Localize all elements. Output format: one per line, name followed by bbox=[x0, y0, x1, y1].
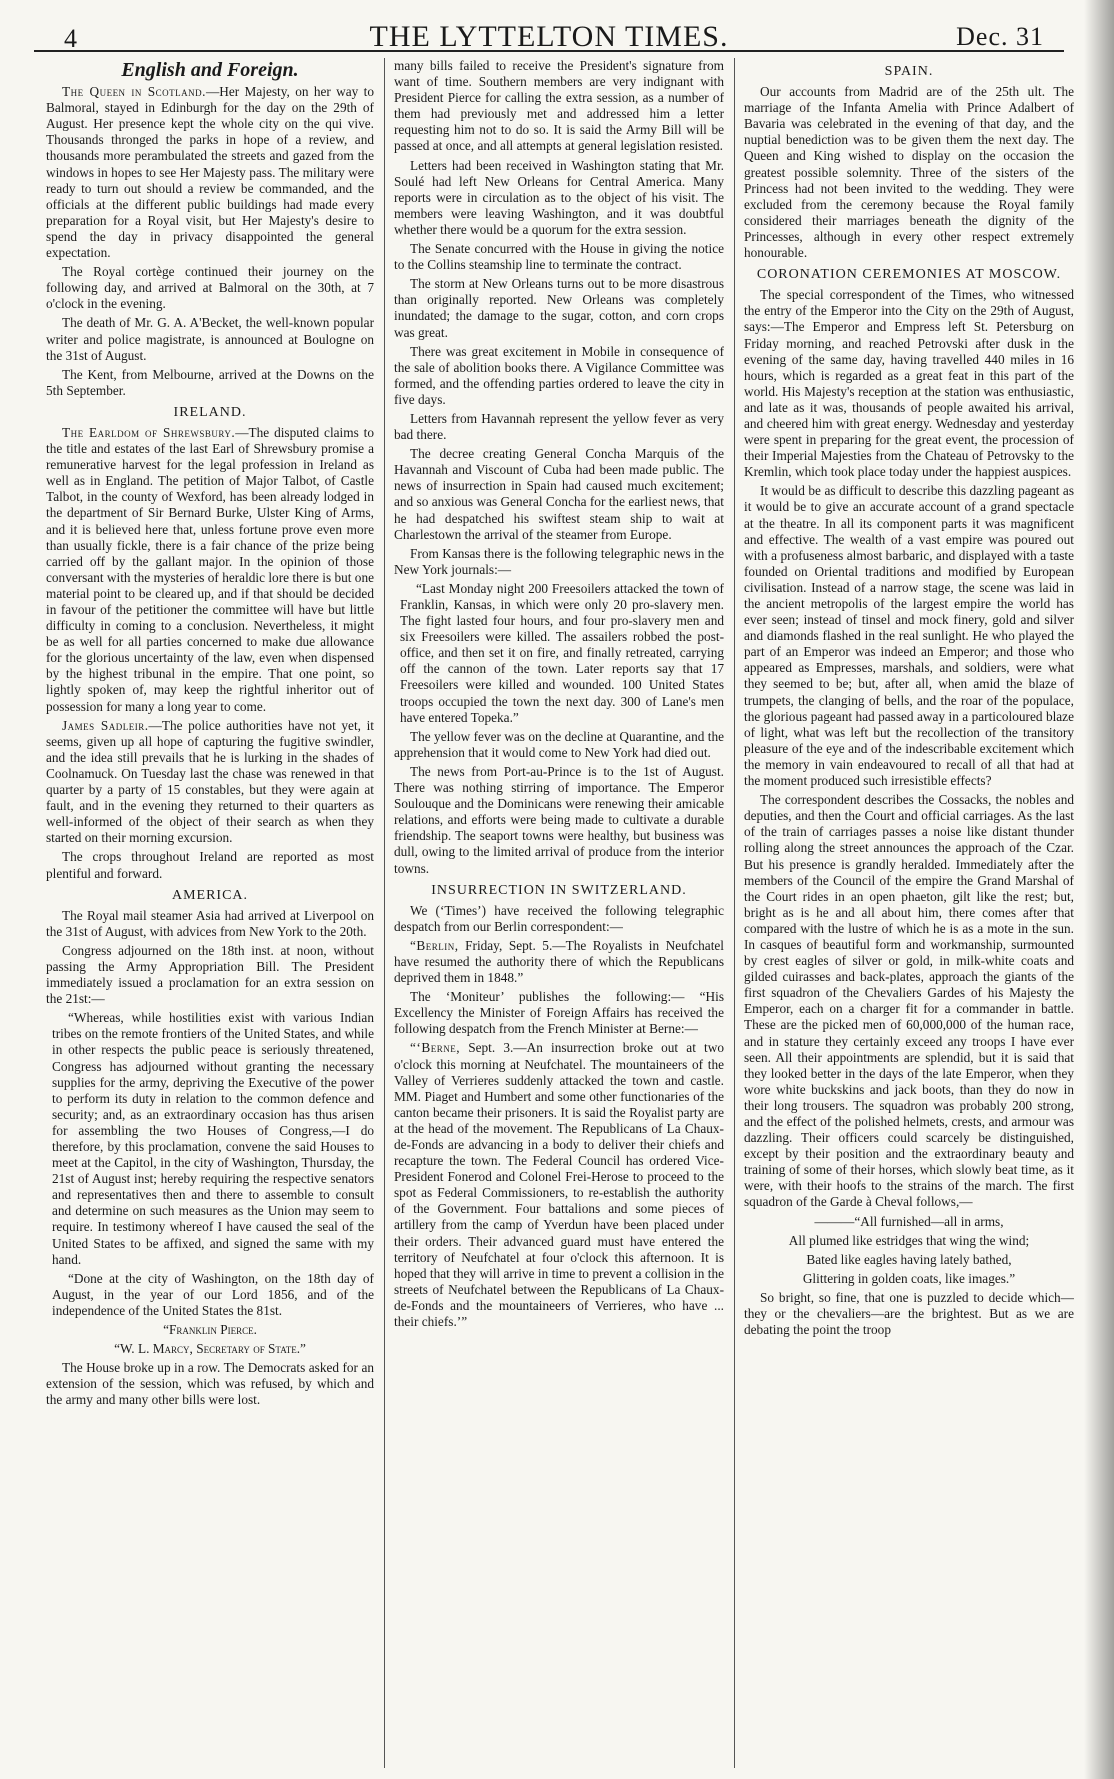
section-heading-spain: SPAIN. bbox=[884, 64, 934, 79]
article-paragraph: “Berlin, Friday, Sept. 5.—The Royalists in Neufchatel have resumed the authority there of which the Republicans deprived them in 1848.” bbox=[394, 937, 724, 986]
article-paragraph: Letters had been received in Washington stating that Mr. Soulé had left New Orleans for Central America. Many reports were in circulation as to the object of his visit. The members were leaving Washington, and it was doubtful whether there would be a quorum for the extra session. bbox=[394, 157, 724, 237]
article-paragraph: James Sadleir.—The police authorities have not yet, it seems, given up all hope of capturing the fugitive swindler, and the idea still prevails that he is lurking in the shades of Coolnamuck. On Tuesday last the chase was renewed in that quarter by a party of 15 constables, but they were again at fault, and in the evening they returned to their quarters as well-informed of the object of their search as when they started on their morning excursion. bbox=[46, 717, 374, 846]
article-paragraph: There was great excitement in Mobile in consequence of the sale of abolition books there. A Vigilance Committee was formed, and the offending parties ordered to leave the city in five days. bbox=[394, 343, 724, 407]
verse-line: Glittering in golden coats, like images.” bbox=[802, 1270, 1016, 1286]
article-paragraph: The Queen in Scotland.—Her Majesty, on her way to Balmoral, stayed in Edinburgh for the day on the 29th of August. Her presence kept the whole city on the qui vive. Thousands thronged the parks in hope of a review, and thousands more perambulated the streets and gazed from the windows in hopes to see Her Majesty pass. The military were ready to turn out should a review be commanded, and the officials at the different public buildings had made every preparation for a Royal visit, but Her Majesty's desire to spend the day in privacy disappointed the general expectation. bbox=[46, 84, 374, 261]
article-paragraph: The Royal mail steamer Asia had arrived at Liverpool on the 31st of August, with advices from New York to the 20th. bbox=[46, 907, 374, 939]
proclamation-quote: “Whereas, while hostilities exist with various Indian tribes on the remote frontiers of the United States, and while in other respects the public peace is seriously threatened, Congress has adjourned without granting the necessary supplies for the army, depriving the Executive of the power to perform its duty in relation to the common defence and security; and, as an extraordinary occasion has thus arisen for assembling the two Houses of Congress,—I do therefore, by this proclamation, convene the said Houses to meet at the Capitol, in the city of Washington, Thursday, the 21st of August inst; hereby requiring the respective senators and representatives then and there to assemble to consult and determine on such measures as the Union may seem to require. In testimony whereof I have caused the seal of the United States to be affixed, and signed the same with my hand. bbox=[52, 1010, 374, 1267]
article-paragraph: The yellow fever was on the decline at Quarantine, and the apprehension that it would come to New York had died out. bbox=[394, 728, 724, 760]
proclamation-quote: “Done at the city of Washington, on the 18th day of August, in the year of our Lord 1856, and of the independence of the United States the 81st. bbox=[52, 1270, 374, 1318]
article-paragraph: So bright, so fine, that one is puzzled to decide which—they or the chevaliers—are the brightest. But as we are debating the point the troop bbox=[744, 1289, 1074, 1338]
article-paragraph: The Senate concurred with the House in giving the notice to the Collins steamship line to terminate the contract. bbox=[394, 241, 724, 273]
article-paragraph: The Kent, from Melbourne, arrived at the Downs on the 5th September. bbox=[46, 366, 374, 398]
article-paragraph: We (‘Times’) have received the following telegraphic despatch from our Berlin correspondent:— bbox=[394, 902, 724, 934]
paragraph-lead: The Earldom of Shrewsbury. bbox=[62, 424, 236, 440]
page-number: 4 bbox=[64, 24, 77, 53]
article-paragraph: The correspondent describes the Cossacks, the nobles and deputies, and then the Court and official carriages. As the last of the train of carriages passes a noise like distant thunder rolling along the street announces the approach of the Czar. But his presence is grandly heralded. Immediately after the members of the Council of the empire the Grand Marshal of the Court rides in an open phaeton, gilt like the rest; but, bright as is he and all about him, there comes after that compared with the lustre of which he is as a mote in the sun. In casques of beautiful form and workmanship, surmounted by crest eagles of silver or gold, in milk-white coats and gilded cuirasses and back-plates, approach the giants of the first squadron of the Chevaliers Gardes of his Majesty the Emperor, each on a charger fit for a commander in battle. These are the picked men of 60,000,000 of the human race, and in stature they certainly exceed any troops I have ever seen. All their appointments are splendid, but it is said that they looked better in the days of the late Emperor, when they wore white buckskins and jack boots, than they do now in their long trousers. The squadron was probably 200 strong, and the effect of the polished helmets, crests, and armour was dazzling. Their officers could scarcely be distinguished, except by their position and the extraordinary beauty and training of some of their horses, which slowly beat time, as it were, with their hoofs to the strains of the march. The first squadron of the Garde à Cheval follows,— bbox=[744, 792, 1074, 1210]
article-paragraph: Our accounts from Madrid are of the 25th ult. The marriage of the Infanta Amelia with Prince Adalbert of Bavaria was celebrated in the evening of that day, and the nuptial benediction was to be given them the next day. The Queen and King wished to display on the occasion the greatest possible solemnity. Three of the sisters of the Princess had not been invited to the wedding. They were excluded from the ceremony because the Royal family considered their marriages beneath the dignity of the Princesses, although in every other respect extremely honourable. bbox=[744, 84, 1074, 261]
article-paragraph: The Royal cortège continued their journey on the following day, and arrived at Balmoral on the 30th, at 7 o'clock in the evening. bbox=[46, 264, 374, 312]
section-heading-switzerland: INSURRECTION IN SWITZERLAND. bbox=[431, 882, 687, 898]
masthead bbox=[34, 14, 1064, 54]
telegraphic-quote: “Last Monday night 200 Freesoilers attacked the town of Franklin, Kansas, in which were only 20 pro-slavery men. The fight lasted four hours, and four pro-slavery men and six Freesoilers were killed. The assailers robbed the post-office, and then set it on fire, and finally retreated, carrying off the cannon of the town. Later reports say that 17 Freesoilers were killed and wounded. 100 United States troops occupied the town the next day. 300 of Lane's men have entered Topeka.” bbox=[400, 580, 724, 725]
section-heading-ireland: IRELAND. bbox=[173, 404, 247, 420]
article-paragraph: Congress adjourned on the 18th inst. at noon, without passing the Army Appropriation Bill. The President immediately issued a proclamation for an extra session on the 21st:— bbox=[46, 942, 374, 1007]
article-paragraph: It would be as difficult to describe this dazzling pageant as it would be to give an accurate account of a grand spectacle at the theatre. In all its component parts it was magnificent and effective. The wealth of a vast empire was poured out with a profuseness almost barbaric, and displayed with a taste founded on Oriental traditions and modified by European civilisation. Instead of a narrow stage, the scene was laid in the ancient metropolis of the largest empire the world has ever seen; instead of tinsel and mock finery, gold and silver and diamonds flashed in the real sunlight. He who played the part of an Emperor was indeed an Emperor; and those who appeared as Empresses, marshals, and soldiers, were what they seemed to be; but, after all, when amid the blaze of trumpets, the clanging of bells, and the roar of the populace, the glorious pageant had passed away in a particoloured blaze of light, what was left but the recollection of the transitory pleasure of the eye and of the indescribable excitement which the memory in vain endeavoured to recall of all that had at the moment produced such irresistible effects? bbox=[744, 483, 1074, 789]
paragraph-lead: The Queen in Scotland. bbox=[62, 84, 206, 100]
article-paragraph: The crops throughout Ireland are reported as most plentiful and forward. bbox=[46, 849, 374, 881]
article-paragraph: many bills failed to receive the President's signature from want of time. Southern members are very indignant with President Pierce for calling the extra session, as a number of them had previously met and addressed him a letter requesting him not to do so. It is said the Army Bill will be passed at once, and all attempts at general legislation resisted. bbox=[394, 58, 724, 154]
article-paragraph: Letters from Havannah represent the yellow fever as very bad there. bbox=[394, 410, 724, 443]
masthead-rule bbox=[34, 50, 1064, 52]
article-paragraph: The ‘Moniteur’ publishes the following:— “His Excellency the Minister of Foreign Affairs has received the following despatch from the French Minister at Berne:— bbox=[394, 989, 724, 1037]
signature-line: “Franklin Pierce. bbox=[163, 1322, 257, 1338]
paragraph-lead: “‘Berne, bbox=[410, 1040, 461, 1056]
newspaper-title: THE LYTTELTON TIMES. bbox=[369, 20, 729, 53]
section-heading-america: AMERICA. bbox=[171, 887, 249, 903]
section-heading-coronation: CORONATION CEREMONIES AT MOSCOW. bbox=[756, 267, 1062, 283]
issue-date: Dec. 31 bbox=[956, 22, 1044, 51]
page-edge-shadow bbox=[1084, 0, 1114, 1779]
section-heading-english-foreign: English and Foreign. bbox=[121, 59, 299, 81]
verse-line: ———“All furnished—all in arms, bbox=[814, 1213, 1004, 1229]
article-paragraph: The Earldom of Shrewsbury.—The disputed claims to the title and estates of the last Earl of Shrewsbury promise a remunerative harvest for the legal profession in Ireland as well as in England. The petition of Major Talbot, of Castle Talbot, in the county of Wexford, has been already lodged in the department of Sir Bernard Burke, Ulster King of Arms, and it is believed here that, unless fortune prove even more than usually fickle, there is a fair chance of the prize being carried off by the gallant major. In the opinion of those conversant with the mysteries of heraldic lore there is but one material point to be cleared up, and if that should be decided in favour of the petitioner the committee will have but little difficulty in coming to a conclusion. Nevertheless, it might be as well for all parties concerned to make due allowance for the glorious uncertainty of the law, even when dispensed by the highest tribunal in the empire. That one point, so lightly spoken of, may keep the rightful inheritor out of possession for many a long year to come. bbox=[46, 424, 374, 714]
article-paragraph: The House broke up in a row. The Democrats asked for an extension of the session, which was refused, by which and the army and many other bills were lost. bbox=[46, 1360, 374, 1408]
verse-line: All plumed like estridges that wing the wind; bbox=[788, 1232, 1030, 1248]
article-paragraph: The storm at New Orleans turns out to be more disastrous than originally reported. New Orleans was completely inundated; the damage to the sugar, cotton, and corn crops was great. bbox=[394, 276, 724, 340]
article-paragraph: The death of Mr. G. A. A'Becket, the well-known popular writer and police magistrate, is announced at Boulogne on the 31st of August. bbox=[46, 315, 374, 363]
column-divider bbox=[384, 58, 385, 1768]
article-paragraph: The decree creating General Concha Marquis of the Havannah and Viscount of Cuba had been made public. The news of insurrection in Spain had caused much excitement; and so anxious was General Concha for the earliest news, that he had despatched his swiftest steam ship to wait at Charlestown the arrival of the steamer from Europe. bbox=[394, 446, 724, 542]
column-2 bbox=[394, 58, 724, 1768]
signature-line: “W. L. Marcy, Secretary of State.” bbox=[114, 1341, 306, 1357]
paragraph-lead: James Sadleir. bbox=[62, 717, 149, 733]
column-divider bbox=[734, 58, 735, 1768]
column-1 bbox=[46, 58, 374, 1768]
paragraph-lead: “Berlin, bbox=[410, 937, 459, 953]
article-paragraph: The special correspondent of the Times, who witnessed the entry of the Emperor into the City on the 29th of August, says:—The Emperor and Empress left St. Petersburg on Friday morning, and reached Petrovski after dusk in the evening of the same day, having travelled 440 miles in 16 hours, which is regarded as a great feat in this part of the world. His Majesty's reception at the station was enthusiastic, and late as it was, thousands of people awaited his arrival, and cheered him with great energy. Wednesday and yesterday were spent in preparing for the great event, the procession of their Imperial Majesties from the Chateau of Petrovsky to the Kremlin, which took place today under the happiest auspices. bbox=[744, 287, 1074, 480]
article-paragraph: From Kansas there is the following telegraphic news in the New York journals:— bbox=[394, 545, 724, 577]
article-paragraph: “‘Berne, Sept. 3.—An insurrection broke out at two o'clock this morning at Neufchatel. The mountaineers of the Valley of Verrieres suddenly attacked the town and castle. MM. Piaget and Humbert and some other functionaries of the canton became their prisoners. It is said the Royalist party are at the head of the movement. The Republicans of La Chaux-de-Fonds are advancing in a body to deliver their chiefs and recapture the town. The Federal Council has ordered Vice-President Fonerod and Colonel Frei-Herose to proceed to the spot as Federal Commissioners, to re-establish the authority of the Government. Four battalions and some pieces of artillery from the camp of Yverdun have been placed under their orders. Their advanced guard must have entered the territory of Neufchatel at four o'clock this afternoon. It is hoped that they will arrive in time to prevent a collision in the streets of Neufchatel between the Republicans of La Chaux-de-Fonds and the mountaineers of Verrieres, who have ... their chiefs.’” bbox=[394, 1040, 724, 1330]
column-3 bbox=[744, 58, 1074, 1768]
article-paragraph: The news from Port-au-Prince is to the 1st of August. There was nothing stirring of importance. The Emperor Soulouque and the Dominicans were renewing their amicable relations, and efforts were being made to cultivate a durable friendship. The seaport towns were healthy, but business was dull, owing to the limited arrival of produce from the interior towns. bbox=[394, 763, 724, 876]
verse-line: Bated like eagles having lately bathed, bbox=[806, 1251, 1012, 1267]
